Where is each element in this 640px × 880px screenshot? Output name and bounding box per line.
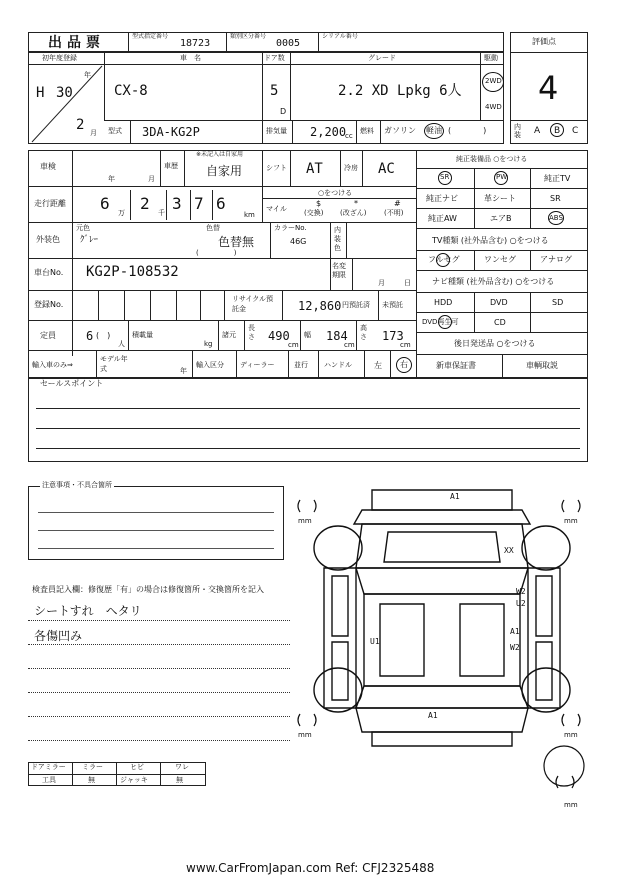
mark-front: A1 [450, 492, 460, 501]
equip-r2c2: 革シート [484, 194, 516, 203]
nav-label: ナビ種類 (社外品含む) ○をつける [432, 277, 555, 286]
note-2: 各傷凹み [34, 629, 83, 643]
import-type-label: 輸入区分 [196, 361, 224, 369]
length-unit: cm [288, 341, 299, 349]
width-label: 幅 [304, 331, 311, 339]
width: 184 [326, 329, 348, 343]
grade-label: グレード [368, 54, 396, 62]
equip-r3c3: ABS [549, 214, 563, 222]
recycle-amount: 12,860 [298, 299, 342, 313]
sales-points-box [28, 378, 588, 462]
mileage-digit-2: 2 [140, 194, 150, 213]
model-year-label: モデル年式 [100, 355, 128, 373]
reg-no-label: 登録No. [34, 300, 64, 309]
orig-color-label: 元色 [76, 224, 90, 232]
mileage-digit-1: 6 [100, 194, 110, 213]
usage-label: 車歴 [164, 162, 178, 170]
serial-label: シリアル番号 [322, 33, 358, 40]
inspector-label: 検査員記入欄：修復歴「有」の場合は修復箇所・交換箇所を記入 [32, 585, 264, 594]
width-unit: cm [344, 341, 355, 349]
ac: AC [378, 161, 395, 177]
car-name-label: 車 名 [180, 54, 201, 62]
name-change-label: 名変期限 [332, 262, 346, 279]
mark-right-rear-1: A1 [510, 627, 520, 636]
displacement-label: 排気量 [266, 127, 287, 135]
equip-r1c1: SR [440, 173, 450, 181]
color-change: 色替無 [218, 235, 255, 249]
doors-label: ドア数 [264, 54, 285, 62]
era: H [36, 85, 45, 101]
first-reg-month: 2 [76, 117, 85, 133]
recycle-unit: 円預託済 [342, 301, 370, 309]
interior-color-label: 内装色 [334, 226, 341, 252]
mark-left-side: U1 [370, 637, 380, 646]
first-reg-label: 初年度登録 [42, 54, 77, 62]
meter-unknown-sym: # [394, 199, 401, 208]
color-label: 外装色 [36, 235, 60, 244]
model-year-unit: 年 [180, 367, 187, 375]
equip-r2c3: SR [550, 194, 561, 203]
fuel-diesel: 軽油 [426, 126, 442, 135]
tv-label: TV種類 (社外品含む) ○をつける [432, 236, 549, 245]
mm-rear-left: mm [298, 731, 312, 739]
equip-r2c1: 純正ナビ [426, 194, 458, 203]
docs-manual: 車輌取説 [526, 361, 558, 370]
sheet-title: 出品票 [48, 35, 105, 51]
mileage-digit-4: 7 [194, 194, 204, 213]
tv-analog: アナログ [540, 255, 572, 264]
mileage-label: 走行距離 [34, 199, 66, 208]
mm-rear-right: mm [564, 731, 578, 739]
equip-r3c2: エアB [490, 214, 512, 223]
capacity-label: 定員 [40, 331, 56, 340]
displacement-unit: cc [345, 132, 353, 140]
docs-warranty: 新車保証書 [436, 361, 476, 370]
fuel-label: 燃料 [360, 127, 374, 135]
inspection-month: 月 [148, 175, 155, 183]
name-change-month: 月 [378, 279, 385, 287]
height: 173 [382, 329, 404, 343]
meter-tamper: (改ざん) [340, 209, 367, 217]
mark-right-front-1: W2 [516, 587, 526, 596]
shift: AT [306, 161, 323, 177]
first-reg-year-unit: 年 [84, 71, 91, 79]
capacity-unit: 人 [118, 340, 125, 348]
crack-label: ワレ [175, 763, 189, 771]
capacity-paren: ( ) [96, 331, 111, 340]
docs-label: 後日発送品 ○をつける [454, 339, 536, 348]
drive-2wd: 2WD [485, 77, 502, 85]
mark-right-front-2: U2 [516, 599, 526, 608]
scratch-label: ヒビ [130, 763, 144, 771]
mark-rear: A1 [428, 711, 438, 720]
interior-label: 内装 [514, 123, 521, 139]
drive-4wd: 4WD [485, 103, 502, 111]
height-unit: cm [400, 341, 411, 349]
jack-value: 無 [176, 776, 183, 784]
import-parallel: 並行 [294, 361, 308, 369]
nav-hdd: HDD [434, 298, 453, 307]
door-mirror-value: ミラー [82, 763, 103, 771]
meter-note: ○をつける [318, 189, 353, 197]
door-mirror-label: ドアミラー [31, 763, 66, 771]
mm-front-right: mm [564, 517, 578, 525]
handle-left: 左 [374, 361, 382, 370]
mileage-digit-3: 3 [172, 194, 182, 213]
meter-unknown: (不明) [384, 209, 404, 217]
recycle-label: リサイクル預託金 [232, 295, 274, 313]
ac-label: 冷房 [344, 164, 358, 172]
jack-label: ジャッキ [120, 776, 148, 784]
class-no: 0005 [276, 38, 301, 49]
defects-label: 注意事項・不具合箇所 [42, 481, 112, 489]
meter-mile: マイル [266, 205, 287, 213]
fuel-gasoline: ガソリン [384, 126, 416, 135]
model-type: 3DA-KG2P [142, 125, 200, 139]
interior-c: C [572, 126, 579, 136]
nav-sd: SD [552, 298, 564, 307]
car-damage-diagram [292, 476, 592, 816]
handle-label: ハンドル [324, 361, 352, 369]
capacity: 6 [86, 329, 94, 343]
first-reg-year: 30 [56, 85, 73, 101]
mileage-unit-sen: 千 [158, 209, 165, 217]
shift-label: シフト [266, 164, 287, 172]
interior-a: A [534, 126, 541, 136]
mm-spare: mm [564, 801, 578, 809]
equip-r1c2: PW [496, 173, 508, 181]
class-no-label: 類別区分番号 [230, 33, 267, 40]
note-1: シートすれ ヘタリ [34, 604, 142, 618]
type-label: 型式 [108, 127, 122, 135]
load-label: 積載量 [132, 331, 153, 339]
height-label: 高さ [360, 324, 367, 341]
mileage-unit: km [244, 211, 255, 219]
inspection-label: 車検 [40, 162, 56, 171]
drive-label: 駆動 [484, 54, 498, 62]
model-no: 18723 [180, 38, 211, 49]
equip-r1c3: 純正TV [544, 174, 571, 183]
color-no-label: カラーNo. [274, 224, 307, 232]
load-unit: kg [204, 340, 213, 348]
chassis-label: 車台No. [34, 268, 64, 277]
name-change-day: 日 [404, 279, 411, 287]
meter-exchange: (交換) [304, 209, 324, 217]
fuel-other: ( ) [448, 126, 487, 135]
grade: 2.2 XD Lpkg 6人 [338, 83, 462, 99]
footer-ref: www.CarFromJapan.com Ref: CFJ2325488 [186, 861, 435, 875]
mark-hood: XX [504, 546, 514, 555]
length: 490 [268, 329, 290, 343]
model-no-label: 型式指定番号 [132, 33, 169, 40]
color-paren: ( ) [196, 249, 237, 257]
score-label: 評価点 [532, 37, 556, 46]
import-dealer: ディーラー [240, 361, 275, 369]
mileage-digit-5: 6 [216, 194, 226, 213]
meter-tamper-sym: * [354, 199, 358, 208]
mileage-unit-man: 万 [118, 209, 125, 217]
recycle-none: 未預託 [382, 301, 403, 309]
nav-dvd-play: DVD再生可 [422, 318, 459, 326]
mark-right-rear-2: W2 [510, 643, 520, 652]
nav-cd: CD [494, 318, 506, 327]
first-reg-month-unit: 月 [90, 129, 97, 137]
handle-right: 右 [400, 360, 408, 369]
door-type: D [280, 107, 287, 116]
tools-value: 無 [88, 776, 95, 784]
inspection-year: 年 [108, 175, 115, 183]
orig-color: ｸﾞﾚｰ [80, 235, 99, 245]
sales-points-label: セールスポイント [40, 379, 104, 388]
meter-exchange-sym: $ [316, 199, 322, 208]
interior-b: B [554, 126, 561, 136]
displacement: 2,200 [310, 125, 347, 139]
color-change-label: 色替 [206, 224, 220, 232]
equip-r3c1: 純正AW [428, 214, 457, 223]
tools-label: 工具 [42, 776, 56, 784]
nav-dvd: DVD [490, 298, 508, 307]
chassis-number: KG2P-108532 [86, 264, 179, 280]
score-value: 4 [538, 69, 559, 107]
color-no: 46G [290, 237, 307, 246]
tv-oneseg: ワンセグ [484, 255, 516, 264]
import-label: 輸入車のみ⇒ [32, 361, 73, 369]
tv-fullseg: フルセグ [428, 255, 460, 264]
doors: 5 [270, 83, 279, 99]
usage: 自家用 [206, 164, 243, 178]
usage-note: ※未記入は自家用 [196, 151, 244, 158]
genuine-label: 純正装備品 ○をつける [456, 155, 528, 163]
dims-label: 諸元 [222, 331, 236, 339]
length-label: 長さ [248, 324, 255, 341]
mm-front-left: mm [298, 517, 312, 525]
car-name: CX-8 [114, 83, 148, 99]
